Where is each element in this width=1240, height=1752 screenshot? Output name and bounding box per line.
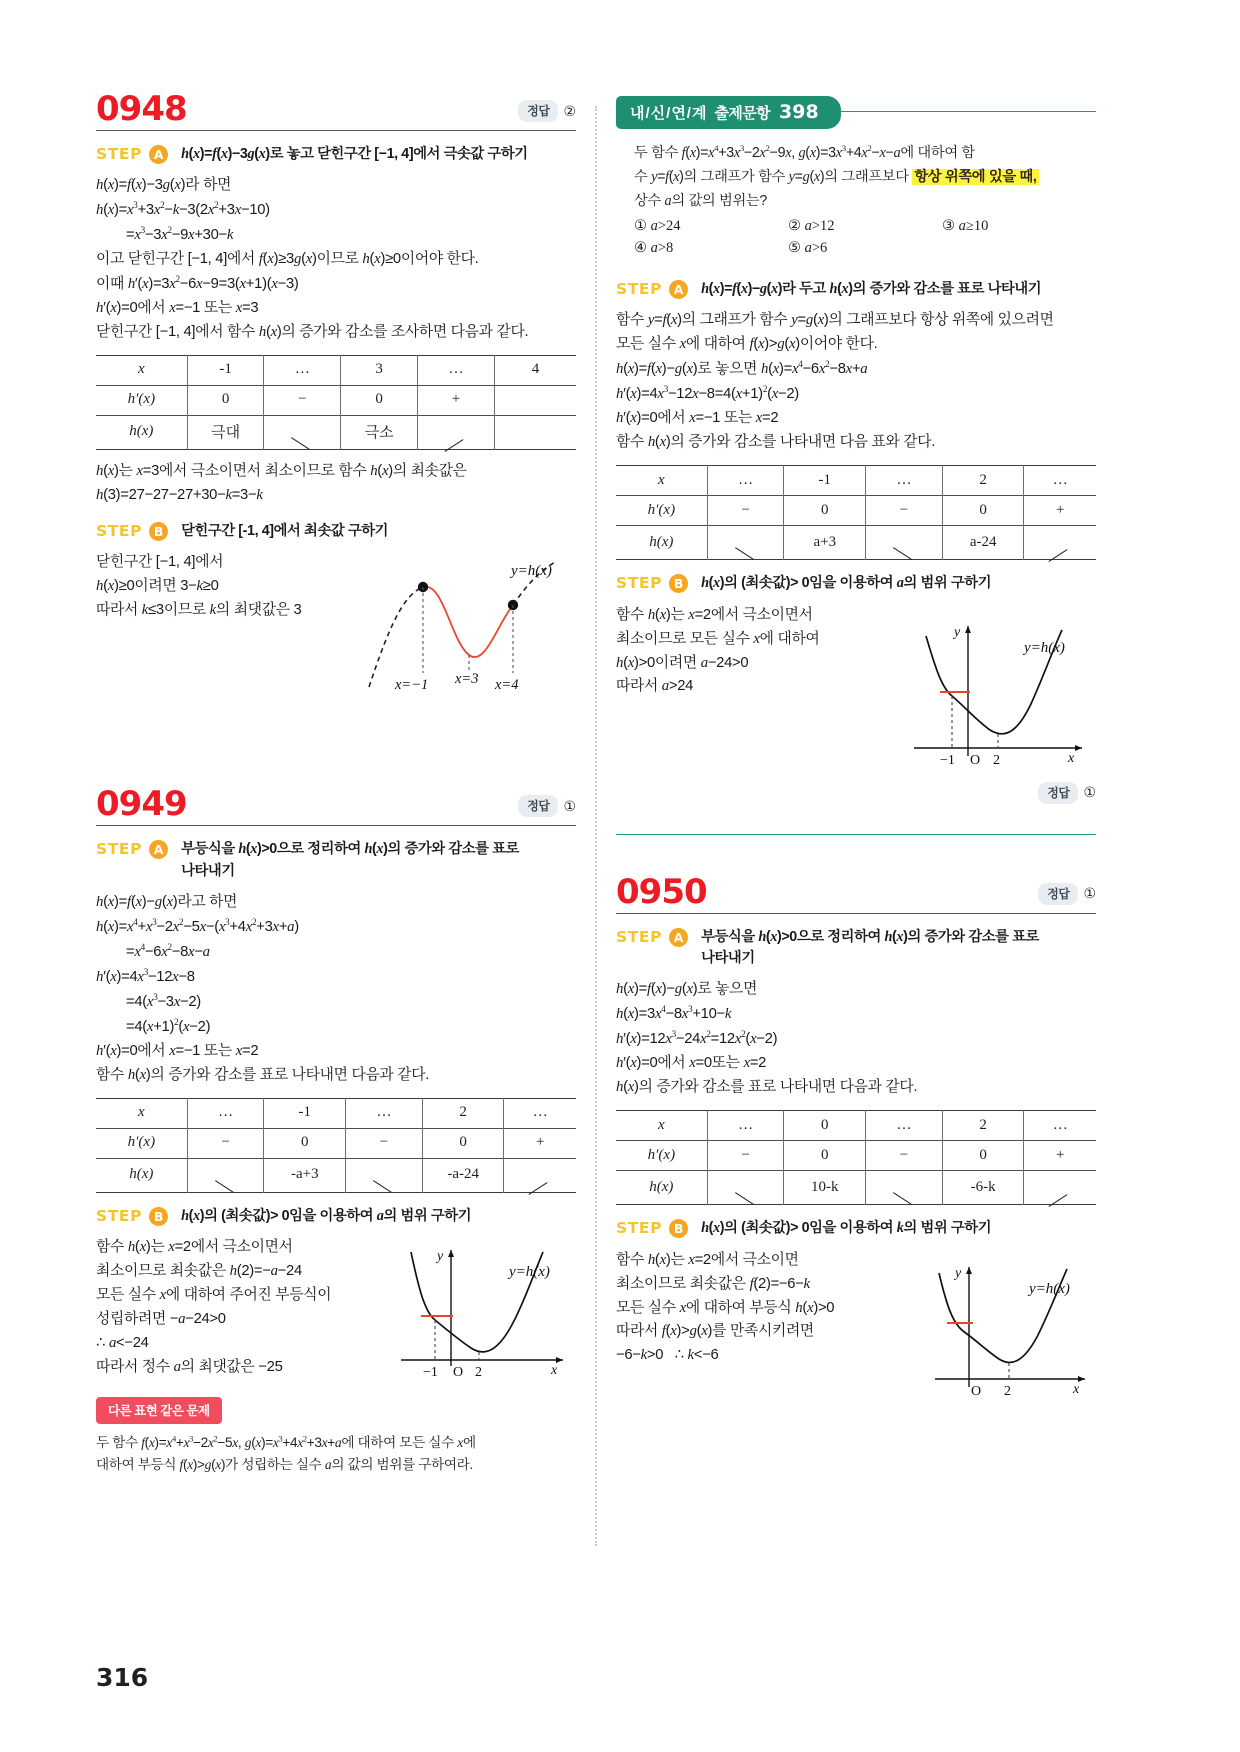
divider-rule [96, 130, 576, 131]
problem-0948-header [96, 89, 576, 129]
answer-value: ① [1083, 885, 1096, 902]
math-line: 따라서 k≤3이므로 k의 최댓값은 3 [96, 602, 302, 619]
math-line: h′(x)=0에서 x=−1 또는 x=3 [96, 300, 259, 317]
math-line: $h(x)=3x^4-8x^3+10-k$ [616, 1004, 732, 1023]
table-row [96, 415, 576, 449]
problem-number: 0948 [96, 89, 187, 129]
math-line: $h'(x)=12x^3-24x^2=12x^2(x-2)$ [616, 1029, 778, 1048]
cell: − [707, 1141, 784, 1171]
graph-0948-svg [361, 555, 576, 695]
answer-value: ② [563, 102, 576, 119]
right-column [616, 92, 1096, 1480]
math-line: h(x)의 증가와 감소를 표로 나타내면 다음과 같다. [616, 1079, 918, 1096]
naesin-tag-label: 출제문항 [714, 104, 771, 122]
cell-arrow-up [418, 415, 495, 449]
math-line: h′(x)=0에서 x=0또는 x=2 [616, 1055, 767, 1072]
graph-398 [896, 606, 1096, 776]
math-line: 닫힌구간 [−1, 4]에서 [96, 554, 224, 571]
table-row [616, 1171, 1096, 1205]
cell-arrow-down [707, 526, 784, 560]
cell: − [866, 1141, 943, 1171]
step-badge-b: B [669, 574, 688, 593]
naesin-header [616, 96, 1096, 129]
math-line: 함수 h(x)의 증가와 감소를 나타내면 다음 표와 같다. [616, 434, 936, 451]
step-title: 부등식을 h(x)>0으로 정리하여 h(x)의 증가와 감소를 표로 나타내기 [181, 841, 519, 879]
answer-badge [518, 100, 576, 122]
cell: 극소 [341, 415, 418, 449]
cell: 3 [341, 355, 418, 385]
naesin-answer [616, 782, 1096, 808]
choice-2[interactable]: ② a>12 [788, 218, 835, 235]
step-badge-b: B [669, 1219, 688, 1238]
problem-number: 0949 [96, 784, 187, 825]
x-tick-2: 2 [475, 1365, 482, 1381]
math-line: 성립하려면 −a−24>0 [96, 1310, 226, 1327]
question-highlight: 항상 위쪽에 있을 때, [914, 169, 1037, 186]
table-row [616, 1141, 1096, 1171]
math-line: h(x)≥0이려면 3−k≥0 [96, 578, 219, 595]
decreasing-arrow-icon [733, 531, 759, 548]
cell: 2 [422, 1098, 504, 1128]
math-line: 이때 $h'(x)=3x^2-6x-9=3(x+1)(x-3)$ [96, 274, 299, 293]
curve-label: y=h(x) [1029, 1280, 1070, 1297]
cell: -6-k [942, 1171, 1024, 1205]
cell-arrow-up [1024, 526, 1096, 560]
row-header: x [616, 1111, 707, 1141]
math-line: ∴ a<−24 [96, 1334, 149, 1351]
math-line: h′(x)=0에서 x=−1 또는 x=2 [96, 1042, 259, 1059]
cell: − [187, 1128, 264, 1158]
row-header: h(x) [96, 1158, 187, 1192]
increasing-arrow-icon [443, 421, 469, 438]
answer-label: 정답 [518, 795, 558, 817]
math-line: 함수 h(x)는 x=2에서 극소이면서 [616, 606, 813, 623]
step-title: 부등식을 h(x)>0으로 정리하여 h(x)의 증가와 감소를 표로 나타내기 [701, 928, 1039, 967]
graph-0948 [361, 555, 576, 695]
step-badge-a: A [669, 280, 688, 299]
math-line: −6−k>0 ∴ k<−6 [616, 1347, 719, 1364]
step-title: h(x)의 (최솟값)> 0임을 이용하여 a의 범위 구하기 [181, 1207, 472, 1224]
answer-value: ① [1083, 784, 1096, 801]
answer-label: 정답 [1038, 782, 1078, 804]
cell-arrow-down [346, 1158, 423, 1192]
y-axis-label: y [955, 1265, 962, 1281]
cell: + [504, 1128, 576, 1158]
step-word: STEP [96, 1206, 143, 1225]
problem-0948 [96, 89, 576, 695]
cell: … [1024, 1111, 1096, 1141]
graph-398-svg [896, 606, 1096, 776]
cell: … [1024, 466, 1096, 496]
alt-line: 대하여 부등식 f(x)>g(x)가 성립하는 실수 a의 값의 범위를 구하여라. [96, 1457, 473, 1473]
cell: − [866, 496, 943, 526]
cell-arrow-up [504, 1158, 576, 1192]
column-gap [576, 92, 616, 1480]
problem-number: 0950 [616, 871, 707, 912]
cell [494, 415, 576, 449]
step-b-body [616, 1249, 1096, 1401]
math-line: $=4(x+1)^2(x-2)$ [126, 1016, 211, 1035]
math-line: 따라서 f(x)>g(x)를 만족시키려면 [616, 1323, 814, 1340]
table-row [96, 1158, 576, 1192]
cell: 0 [264, 1128, 346, 1158]
cell: -a-24 [422, 1158, 504, 1192]
choice-1[interactable]: ① a>24 [634, 218, 681, 235]
x-axis-label: x [551, 1363, 558, 1379]
cell: -1 [187, 355, 264, 385]
choice-row-2 [616, 240, 1096, 257]
column-divider [595, 106, 597, 1546]
cell: − [346, 1128, 423, 1158]
cell-arrow-down [264, 415, 341, 449]
step-word: STEP [96, 840, 143, 859]
step-title: 닫힌구간 [-1, 4]에서 최솟값 구하기 [181, 522, 389, 539]
row-header: h(x) [616, 1171, 707, 1205]
step-badge-b: B [149, 522, 168, 541]
decreasing-arrow-icon [891, 1176, 917, 1193]
table-row [616, 526, 1096, 560]
math-line: h(x)=f(x)−g(x)라고 하면 [96, 894, 238, 911]
choice-spacer [942, 240, 1096, 257]
math-line: h(x)=f(x)−g(x)로 놓으면 $h(x)=x^4-6x^2-8x+a$ [616, 359, 868, 378]
curve-label: y=h(x) [1024, 639, 1065, 656]
step-title: h(x)의 (최솟값)> 0임을 이용하여 a의 범위 구하기 [701, 575, 992, 592]
choice-4[interactable]: ④ a>8 [634, 240, 674, 257]
cell: … [187, 1098, 264, 1128]
table-row [96, 355, 576, 385]
answer-badge [1038, 782, 1096, 804]
step-a [96, 839, 576, 882]
cell: 0 [942, 496, 1024, 526]
row-header: h(x) [616, 526, 707, 560]
math-line: $h'(x)=4x^3-12x-8$ [96, 966, 195, 985]
table-row [96, 385, 576, 415]
cell: -1 [784, 466, 866, 496]
choice-3[interactable]: ③ a≥10 [942, 218, 989, 235]
math-line: h′(x)=0에서 x=−1 또는 x=2 [616, 410, 779, 427]
problem-0949-header [96, 784, 576, 825]
decreasing-arrow-icon [891, 531, 917, 548]
step-badge-a: A [149, 145, 168, 164]
math-line: 따라서 정수 a의 최댓값은 −25 [96, 1358, 283, 1375]
cell: 2 [942, 466, 1024, 496]
step-word: STEP [96, 145, 143, 163]
math-line: 함수 h(x)의 증가와 감소를 표로 나타내면 다음과 같다. [96, 1066, 430, 1083]
math-line: $=x^4-6x^2-8x-a$ [126, 942, 210, 961]
answer-label: 정답 [518, 100, 558, 122]
cell: 0 [341, 385, 418, 415]
step-word: STEP [96, 521, 143, 540]
math-line: 이고 닫힌구간 [−1, 4]에서 f(x)≥3g(x)이므로 h(x)≥0이어야 한다. [96, 251, 479, 268]
cell: … [707, 1111, 784, 1141]
table-row [616, 1111, 1096, 1141]
origin-label: O [971, 1383, 982, 1399]
table-row [96, 1128, 576, 1158]
math-line: $h'(x)=4x^3-12x-8=4(x+1)^2(x-2)$ [616, 384, 799, 403]
step-a [616, 927, 1096, 970]
naesin-tag-dots: 내/신/연/계 [630, 104, 708, 122]
curve-label: y=h(x) [509, 1264, 550, 1281]
x-tick-label: x=3 [455, 671, 479, 688]
step-a [96, 144, 576, 165]
answer-badge [518, 795, 576, 817]
math-line: 최소이므로 최솟값은 h(2)=−a−24 [96, 1263, 302, 1279]
cell: a+3 [784, 526, 866, 560]
x-axis-label: x [1068, 750, 1075, 766]
question-line: 두 함수 $f(x)=x^4+3x^3-2x^2-9x$, $g(x)=3x^3+4x^2-x-a$에 대하여 함 [634, 143, 975, 161]
math-line: h(x)는 x=3에서 극소이면서 최소이므로 함수 h(x)의 최솟값은 [96, 462, 467, 479]
cell: + [418, 385, 495, 415]
step-word: STEP [616, 280, 663, 299]
y-axis-label: y [954, 624, 961, 640]
answer-label: 정답 [1038, 883, 1078, 905]
row-header: h′(x) [616, 1141, 707, 1171]
green-divider [616, 834, 1096, 835]
problem-0950 [616, 871, 1096, 1401]
cell: 10-k [784, 1171, 866, 1205]
math-line: 함수 h(x)는 x=2에서 극소이면 [616, 1251, 799, 1268]
naesin-question [616, 141, 1096, 213]
step-title: h(x)의 (최솟값)> 0임을 이용하여 k의 범위 구하기 [701, 1220, 992, 1237]
cell: + [1024, 1141, 1096, 1171]
x-tick--1: −1 [423, 1365, 438, 1381]
step-b [616, 1218, 1096, 1239]
step-b [96, 1206, 576, 1227]
increasing-arrow-icon [527, 1164, 553, 1181]
step-b-body [96, 551, 576, 695]
naesin-step-b-body [616, 604, 1096, 776]
cell: 0 [784, 496, 866, 526]
math-line: 모든 실수 x에 대하여 부등식 h(x)>0 [616, 1299, 835, 1316]
x-tick-2: 2 [1004, 1383, 1011, 1399]
cell: − [707, 496, 784, 526]
math-line: 최소이므로 최솟값은 f(2)=−6−k [616, 1275, 810, 1292]
row-header: h(x) [96, 415, 187, 449]
cell: … [346, 1098, 423, 1128]
math-line: h(x)=f(x)−3g(x)라 하면 [96, 177, 232, 194]
math-line: 함수 y=f(x)의 그래프가 함수 y=g(x)의 그래프보다 항상 위쪽에 있으려면 [616, 312, 1054, 329]
cell: … [866, 466, 943, 496]
cell: 2 [942, 1111, 1024, 1141]
cell-arrow-down [866, 1171, 943, 1205]
cell: a-24 [942, 526, 1024, 560]
math-line: h(3)=27−27−27+30−k=3−k [96, 486, 263, 503]
row-header: x [616, 466, 707, 496]
row-header: h′(x) [96, 385, 187, 415]
y-axis-label: y [437, 1249, 444, 1265]
cell: 0 [784, 1141, 866, 1171]
alt-line: 두 함수 $f(x)=x^4+x^3-2x^2-5x$, $g(x)=x^3+4x^2+3x+a$에 대하여 모든 실수 x에 [96, 1433, 476, 1451]
cell-arrow-down [187, 1158, 264, 1192]
cell [494, 385, 576, 415]
cell: − [264, 385, 341, 415]
alt-expression-box [96, 1383, 576, 1476]
question-line: 수 y=f(x)의 그래프가 함수 y=g(x)의 그래프보다 항상 위쪽에 있을 때, [634, 169, 1037, 186]
variation-table-0949 [96, 1098, 576, 1193]
cell-arrow-up [1024, 1171, 1096, 1205]
choice-row-1 [616, 218, 1096, 235]
increasing-arrow-icon [1047, 531, 1073, 548]
x-tick-label: x=−1 [395, 677, 429, 694]
x-tick-2: 2 [993, 752, 1000, 768]
divider-rule [96, 825, 576, 826]
alt-badge: 다른 표현 같은 문제 [96, 1397, 222, 1424]
cell: 0 [422, 1128, 504, 1158]
cell: … [264, 355, 341, 385]
cell: 극대 [187, 415, 264, 449]
step-word: STEP [616, 1219, 663, 1238]
table-row [96, 1098, 576, 1128]
math-line: 닫힌구간 [−1, 4]에서 함수 h(x)의 증가와 감소를 조사하면 다음과 같다. [96, 324, 529, 341]
step-word: STEP [616, 927, 663, 946]
math-line: h(x)=f(x)−g(x)로 놓으면 [616, 981, 758, 998]
problem-0950-header [616, 871, 1096, 912]
row-header: x [96, 1098, 187, 1128]
question-line: 상수 a의 값의 범위는? [634, 193, 767, 210]
graph-0950-svg [921, 1251, 1096, 1401]
math-line: 최소이므로 모든 실수 x에 대하여 [616, 630, 820, 647]
left-column [96, 89, 576, 1480]
row-header: h′(x) [96, 1128, 187, 1158]
math-line: $=4(x^3-3x-2)$ [126, 991, 201, 1010]
cell: … [504, 1098, 576, 1128]
x-tick-label: x=4 [495, 677, 519, 694]
step-title: h(x)=f(x)−3g(x)로 놓고 닫힌구간 [−1, 4]에서 극솟값 구하기 [181, 146, 528, 162]
answer-badge [1038, 883, 1096, 905]
math-line: $=x^3-3x^2-9x+30-k$ [126, 225, 234, 244]
graph-0949 [391, 1238, 576, 1383]
problem-0949 [96, 784, 576, 1476]
cell-arrow-down [866, 526, 943, 560]
cell-arrow-down [707, 1171, 784, 1205]
answer-value: ① [563, 797, 576, 814]
math-line: h(x)>0이려면 a−24>0 [616, 654, 749, 671]
naesin-tag-number: 398 [779, 101, 819, 123]
math-line: 모든 실수 x에 대하여 f(x)>g(x)이어야 한다. [616, 336, 878, 353]
cell: 0 [187, 385, 264, 415]
cell: … [707, 466, 784, 496]
row-header: h′(x) [616, 496, 707, 526]
naesin-step-a [616, 279, 1096, 300]
math-line: $h(x)=x^3+3x^2-k-3(2x^2+3x-10)$ [96, 200, 270, 219]
step-badge-b: B [149, 1207, 168, 1226]
divider-rule [616, 913, 1096, 914]
naesin-tag [616, 96, 841, 129]
step-b [96, 521, 576, 542]
cell: -1 [264, 1098, 346, 1128]
graph-0950 [921, 1251, 1096, 1401]
naesin-step-b [616, 573, 1096, 594]
math-line: 따라서 a>24 [616, 678, 694, 695]
x-axis-label: x [1073, 1381, 1080, 1397]
variation-table-398 [616, 465, 1096, 560]
graph-0949-svg [391, 1238, 576, 1383]
cell: … [418, 355, 495, 385]
decreasing-arrow-icon [733, 1176, 759, 1193]
page-number: 316 [96, 1663, 149, 1692]
step-word: STEP [616, 574, 663, 593]
step-b-body [96, 1236, 576, 1383]
math-line: 함수 h(x)는 x=2에서 극소이면서 [96, 1239, 293, 1256]
math-line: $h(x)=x^4+x^3-2x^2-5x-(x^3+4x^2+3x+a)$ [96, 917, 299, 936]
step-badge-a: A [149, 840, 168, 859]
cell: -a+3 [264, 1158, 346, 1192]
variation-table-0950 [616, 1110, 1096, 1205]
decreasing-arrow-icon [213, 1164, 239, 1181]
cell: + [1024, 496, 1096, 526]
cell: … [866, 1111, 943, 1141]
row-header: x [96, 355, 187, 385]
table-row [616, 496, 1096, 526]
origin-label: O [970, 752, 981, 768]
increasing-arrow-icon [1047, 1176, 1073, 1193]
step-title: h(x)=f(x)−g(x)라 두고 h(x)의 증가와 감소를 표로 나타내기 [701, 281, 1042, 298]
decreasing-arrow-icon [289, 421, 315, 438]
cell: 0 [942, 1141, 1024, 1171]
variation-table-0948 [96, 355, 576, 450]
cell: 4 [494, 355, 576, 385]
cell: 0 [784, 1111, 866, 1141]
decreasing-arrow-icon [371, 1164, 397, 1181]
curve-label: y=h(x) [511, 563, 552, 580]
table-row [616, 466, 1096, 496]
origin-label: O [453, 1365, 464, 1381]
step-badge-a: A [669, 928, 688, 947]
choice-5[interactable]: ⑤ a>6 [788, 240, 828, 257]
x-tick--1: −1 [940, 752, 955, 768]
math-line: 모든 실수 x에 대하여 주어진 부등식이 [96, 1286, 332, 1303]
